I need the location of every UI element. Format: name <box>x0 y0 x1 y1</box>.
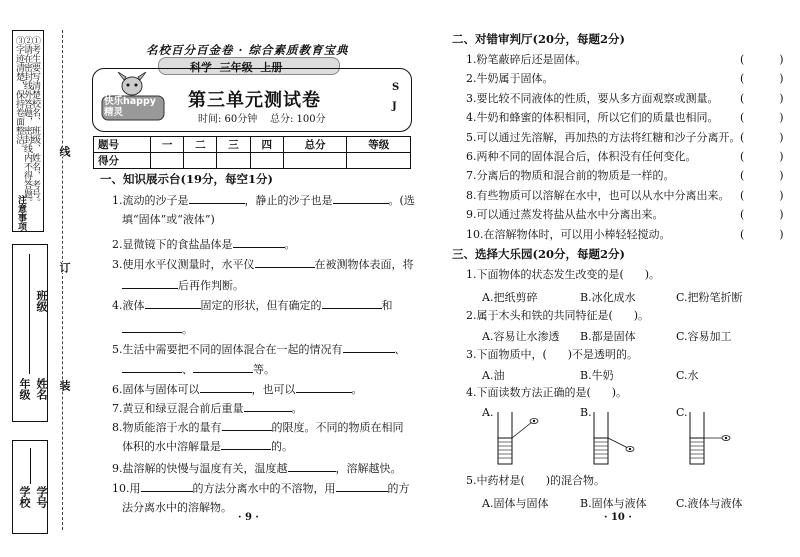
page-divider <box>436 30 437 530</box>
field-school-line[interactable] <box>30 448 32 484</box>
fill-blank-line <box>112 420 404 434</box>
choice-q4-b[interactable]: B. <box>580 406 592 419</box>
fill-blank-line <box>112 257 414 271</box>
question-text: ，溶解越快。 <box>335 462 402 475</box>
question-text: 。(选 <box>388 194 415 207</box>
true-false-item: 2.牛奶属于固体。 <box>466 72 554 86</box>
answer-blank[interactable] <box>122 362 182 373</box>
fill-blank-line <box>112 342 406 356</box>
fill-blank-line <box>112 401 303 415</box>
choice-q5-b[interactable]: B.固体与液体 <box>580 497 647 510</box>
true-false-item: 5.可以通过先溶解，再加热的方法将红糖和沙子分离开。 <box>466 130 741 144</box>
answer-blank[interactable] <box>122 278 178 289</box>
score-header-cell: 三 <box>217 137 250 153</box>
question-text: 填“固体”或“液体”) <box>122 213 215 226</box>
true-false-item: 1.粉笔蔽碎后还是固体。 <box>466 53 587 66</box>
notes-label: 注意事项 <box>16 195 26 231</box>
choice-q2-c[interactable]: C.容易加工 <box>676 330 732 343</box>
question-text: 在被测物体表面，将 <box>314 258 414 271</box>
answer-blank[interactable] <box>200 382 252 393</box>
score-header-cell: 四 <box>250 137 283 153</box>
score-header-cell: 总分 <box>283 137 347 153</box>
field-class-label: 班级 <box>35 290 48 312</box>
answer-blank[interactable] <box>122 322 182 333</box>
field-number-label: 学号 <box>35 486 48 508</box>
choice-q3-c[interactable]: C.水 <box>676 369 699 382</box>
fill-blank-line <box>112 481 410 495</box>
question-text: 3.使用水平仪测量时，水平仪 <box>112 258 255 271</box>
question-text: 和 <box>381 299 393 312</box>
answer-blank[interactable] <box>244 401 292 412</box>
answer-paren[interactable]: ( ) <box>740 188 784 202</box>
question-text: ，也可以 <box>251 383 296 396</box>
seal-line <box>62 30 63 530</box>
score-cell[interactable] <box>250 153 283 169</box>
question-text: 、 <box>182 363 193 376</box>
field-school-label: 学校 <box>18 486 31 508</box>
subject-bar-text: 科学 三年级 上册 <box>190 61 283 74</box>
score-cell[interactable] <box>151 153 184 169</box>
section2-title: 二、对错审判厅(20分，每题2分) <box>452 32 625 46</box>
choice-q5: 5.中药材是( )的混合物。 <box>466 474 606 487</box>
question-text: 6.固体与固体可以 <box>112 383 200 396</box>
answer-blank[interactable] <box>322 298 382 309</box>
question-text: 固定的形状，但有确定的 <box>200 299 322 312</box>
answer-blank[interactable] <box>343 342 395 353</box>
question-text: 后再作判断。 <box>178 279 244 292</box>
question-text: ，静止的沙子也是 <box>244 194 333 207</box>
score-cell[interactable] <box>347 153 411 169</box>
fill-blank-line <box>122 213 215 226</box>
choice-q3: 3.下面物质中，( )不是透明的。 <box>466 348 639 361</box>
answer-blank[interactable] <box>145 298 201 309</box>
true-false-item: 4.牛奶和蜂蜜的体积相同，所以它们的质量也相同。 <box>466 111 719 125</box>
fill-blank-line <box>122 501 232 514</box>
answer-paren[interactable]: ( ) <box>740 72 784 86</box>
question-text: 8.物质能溶于水的量有 <box>112 421 222 434</box>
fill-blank-line <box>122 362 275 376</box>
choice-q1-a[interactable]: A.把纸剪碎 <box>482 291 538 304</box>
page-number-right: · 10 · <box>604 512 632 523</box>
question-text: 2.显微镜下的食盐晶体是 <box>112 238 233 251</box>
score-header-cell: 题号 <box>94 137 151 153</box>
choice-q2-a[interactable]: A.容易让水渗透 <box>482 330 560 343</box>
answer-blank[interactable] <box>288 461 336 472</box>
question-text: 7.黄豆和绿豆混合前后重量 <box>112 402 244 415</box>
fill-blank-line <box>112 461 402 475</box>
cylinder-b-icon <box>588 408 638 468</box>
question-text: 的方 <box>387 482 410 495</box>
logo-text: 快乐happy精灵 <box>104 96 156 118</box>
cylinder-a-icon <box>492 408 542 468</box>
answer-blank[interactable] <box>296 382 352 393</box>
field-grade-line[interactable] <box>29 254 31 374</box>
choice-q5-c[interactable]: C.液体与液体 <box>676 497 743 510</box>
note-1: ①考生要写清楚校名、班级、姓名、考号。 <box>30 36 40 207</box>
note-2: ②请在密封线外答题，密封线内不得答题。 <box>22 36 32 207</box>
field-name-label: 姓名 <box>35 378 48 400</box>
answer-paren[interactable]: ( ) <box>740 130 784 144</box>
answer-paren[interactable]: ( ) <box>740 91 784 105</box>
true-false-item: 8.有些物质可以溶解在水中，也可以从水中分离出来。 <box>466 188 730 202</box>
true-false-item: 10.在溶解物体时，可以用小棒轻轻搅动。 <box>466 227 671 241</box>
score-header-cell: 一 <box>151 137 184 153</box>
choice-q3-a[interactable]: A.油 <box>482 369 505 382</box>
edition-j: J <box>392 101 397 112</box>
question-text: 。 <box>182 323 193 336</box>
score-table-header-row <box>94 137 411 153</box>
answer-blank[interactable] <box>193 362 253 373</box>
choice-q4-c[interactable]: C. <box>676 406 688 419</box>
answer-blank[interactable] <box>255 257 315 268</box>
question-text: 4.液体 <box>112 299 145 312</box>
true-false-item: 3.要比较不同液体的性质，要从多方面观察或测量。 <box>466 91 719 105</box>
question-text: 体积的水中溶解量是 <box>122 440 221 453</box>
question-text: 9.盐溶解的快慢与温度有关，温度越 <box>112 462 288 475</box>
choice-q3-b[interactable]: B.牛奶 <box>580 369 614 382</box>
score-row-label: 得分 <box>94 153 151 169</box>
fill-blank-line <box>122 439 293 453</box>
answer-blank[interactable] <box>222 420 272 431</box>
answer-blank[interactable] <box>333 193 389 204</box>
score-header-cell: 等级 <box>347 137 411 153</box>
answer-blank[interactable] <box>233 237 285 248</box>
question-text: 10.用 <box>112 482 141 495</box>
fill-blank-line <box>122 278 244 292</box>
answer-blank[interactable] <box>141 481 193 492</box>
cylinder-c-icon <box>684 408 734 468</box>
question-text: 的方法分离水中的不溶物，用 <box>192 482 336 495</box>
seal-char-xian: 线 <box>58 146 71 157</box>
section3-title: 三、选择大乐园(20分，每题2分) <box>452 247 625 261</box>
true-false-item: 7.分离后的物质和混合前的物质是一样的。 <box>466 169 675 183</box>
fill-blank-line <box>122 322 193 336</box>
page-number-left: · 9 · <box>238 512 259 523</box>
page-title: 第三单元测试卷 <box>188 90 321 111</box>
choice-q4-a[interactable]: A. <box>482 406 494 419</box>
fill-blank-line <box>112 382 363 396</box>
score-table <box>93 136 411 169</box>
answer-paren[interactable]: ( ) <box>740 150 784 163</box>
answer-blank[interactable] <box>221 439 271 450</box>
choice-q2: 2.属于木头和铁的共同特征是( )。 <box>466 309 650 322</box>
choice-q1: 1.下面物体的状态发生改变的是( )。 <box>466 268 661 281</box>
score-header-cell: 二 <box>184 137 217 153</box>
score-cell[interactable] <box>283 153 347 169</box>
question-text: 等。 <box>253 363 275 376</box>
answer-blank[interactable] <box>189 193 245 204</box>
question-text: 的限度。不同的物质在相同 <box>271 421 404 434</box>
seal-char-ding: 订 <box>58 262 71 273</box>
question-text: 。 <box>291 402 303 415</box>
field-grade-label: 年级 <box>18 378 31 400</box>
question-text: 。 <box>351 383 363 396</box>
true-false-item: 9.可以通过蒸发将盐从盐水中分离出来。 <box>466 208 664 222</box>
time-info: 时间: 60分钟 总分: 100分 <box>198 114 326 125</box>
question-text: 1.流动的沙子是 <box>112 194 189 207</box>
answer-paren[interactable]: ( ) <box>740 111 784 125</box>
score-cell[interactable] <box>184 153 217 169</box>
choice-q1-c[interactable]: C.把粉笔折断 <box>676 291 743 304</box>
score-cell[interactable] <box>217 153 250 169</box>
answer-paren[interactable]: ( ) <box>740 169 784 183</box>
edition-s: S <box>392 82 400 93</box>
true-false-item: 6.两种不同的固体混合后，体积没有任何变化。 <box>466 150 697 163</box>
choice-q1-b[interactable]: B.冰化成水 <box>580 291 636 304</box>
score-table-score-row <box>94 153 411 169</box>
note-3: ③字迹清楚，保持卷面整洁。 <box>14 36 24 153</box>
question-text: 的。 <box>271 440 293 453</box>
question-text: 法分离水中的溶解物。 <box>122 501 232 514</box>
choice-q5-a[interactable]: A.固体与固体 <box>482 497 549 510</box>
header-slogan: 名校百分百金卷 · 综合素质教育宝典 <box>146 43 349 57</box>
answer-paren[interactable]: ( ) <box>740 53 784 66</box>
choice-q2-b[interactable]: B.都是固体 <box>580 330 636 343</box>
answer-blank[interactable] <box>336 481 388 492</box>
section1-title: 一、知识展示台(19分，每空1分) <box>100 172 273 186</box>
answer-paren[interactable]: ( ) <box>740 208 784 222</box>
fill-blank-line <box>112 193 415 207</box>
question-text: 、 <box>394 343 406 356</box>
answer-paren[interactable]: ( ) <box>740 227 784 241</box>
fill-blank-line <box>112 298 393 312</box>
choice-q4: 4.下面读数方法正确的是( )。 <box>466 386 628 399</box>
seal-char-zhuang: 装 <box>58 380 71 391</box>
question-text: 5.生活中需要把不同的固体混合在一起的情况有 <box>112 343 343 356</box>
fill-blank-line <box>112 237 296 251</box>
question-text: 。 <box>284 238 296 251</box>
